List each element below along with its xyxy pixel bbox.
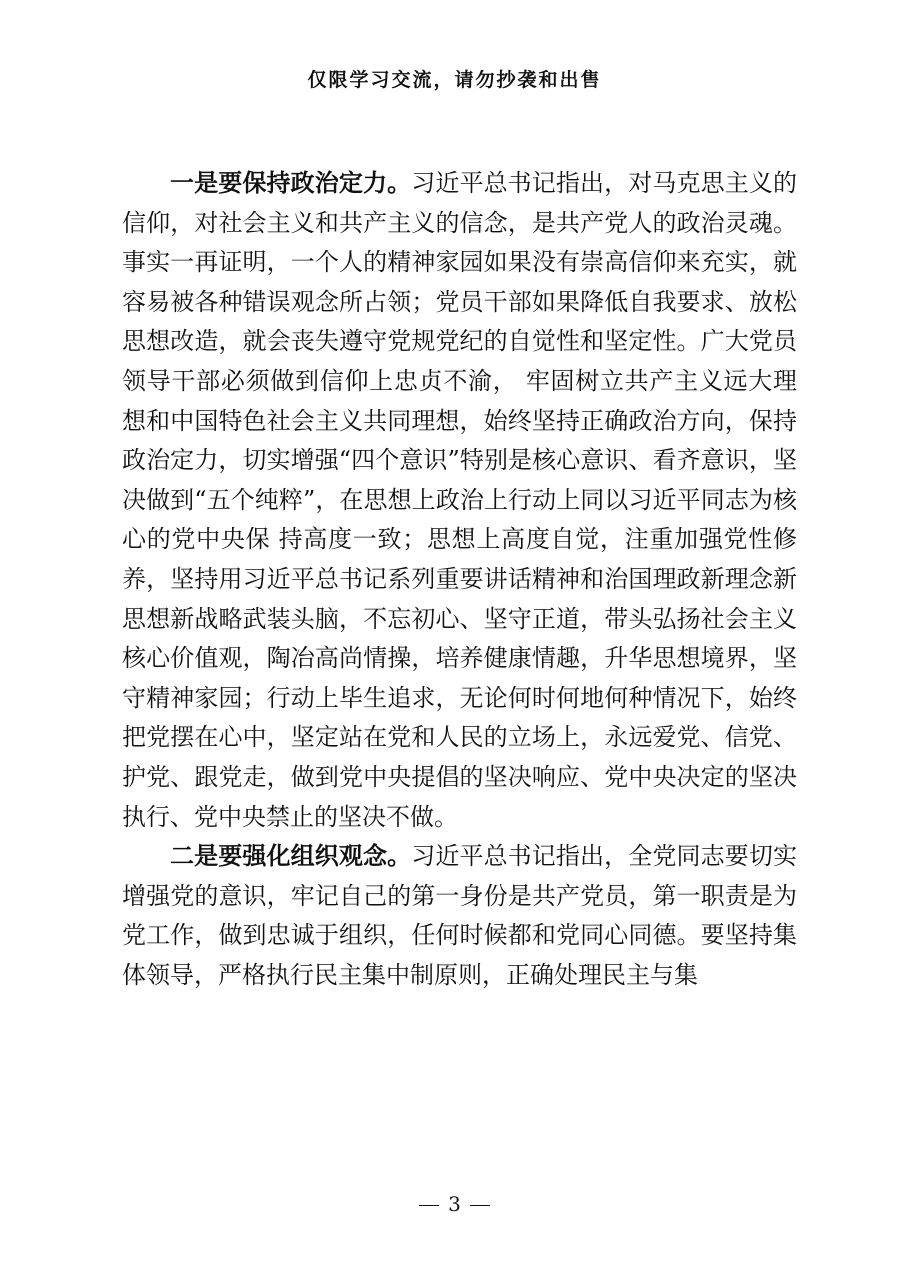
- paragraph-text: 习近平总书记指出，全党同志要切实增强党的意识，牢记自己的第一身份是共产党员，第一职责是为党工作，做到忠诚于组织，任何时候都和党同心同德。要坚持集体领导，严格执行民主集中制原则，正确处理民主与集: [122, 842, 798, 989]
- body-text: [122, 164, 797, 995]
- page-number: 3: [448, 1192, 461, 1216]
- paragraph-lead: 二是要强化组织观念。: [170, 842, 412, 871]
- paragraph-organization: [122, 837, 797, 995]
- paragraph-text: 习近平总书记指出，对马克思主义的信仰，对社会主义和共产主义的信念，是共产党人的政治灵魂。事实一再证明，一个人的精神家园如果没有崇高信仰来充实，就容易被各种错误观念所占领；党员干部如果降低自我要求、放松思想改造，就会丧失遵守党规党纪的自觉性和坚定性。广大党员领导干部必须做到信仰上忠贞不渝， 牢固树立共产主义远大理想和中国特色社会主义共同理想，始终坚持正确政治方向，保持政治定力，切实增强“四个意识”特别是核心意识、看齐意识，坚决做到“五个纯粹”，在思想上政治上行动上同以习近平同志为核心的党中央保 持高度一致；思想上高度自觉，注重加强党性修养，坚持用习近平总书记系列重要讲话精神和治国理政新理念新思想新战略武装头脑，不忘初心、坚守正道，带头弘扬社会主义核心价值观，陶冶高尚情操，培养健康情趣，升华思想境界，坚守精神家园；行动上毕生追求，无论何时何地何种情况下，始终把党摆在心中，坚定站在党和人民的立场上，永远爱党、信党、护党、跟党走，做到党中央提倡的坚决响应、党中央决定的坚决执行、党中央禁止的坚决不做。: [122, 169, 798, 831]
- header-notice: 仅限学习交流，请勿抄袭和出售: [307, 69, 602, 91]
- left-dash: [419, 1205, 439, 1206]
- paragraph-lead: 一是要保持政治定力。: [170, 169, 412, 197]
- right-dash: [470, 1205, 490, 1206]
- page-footer: [0, 1190, 909, 1218]
- paragraph-political-resolve: [122, 164, 797, 837]
